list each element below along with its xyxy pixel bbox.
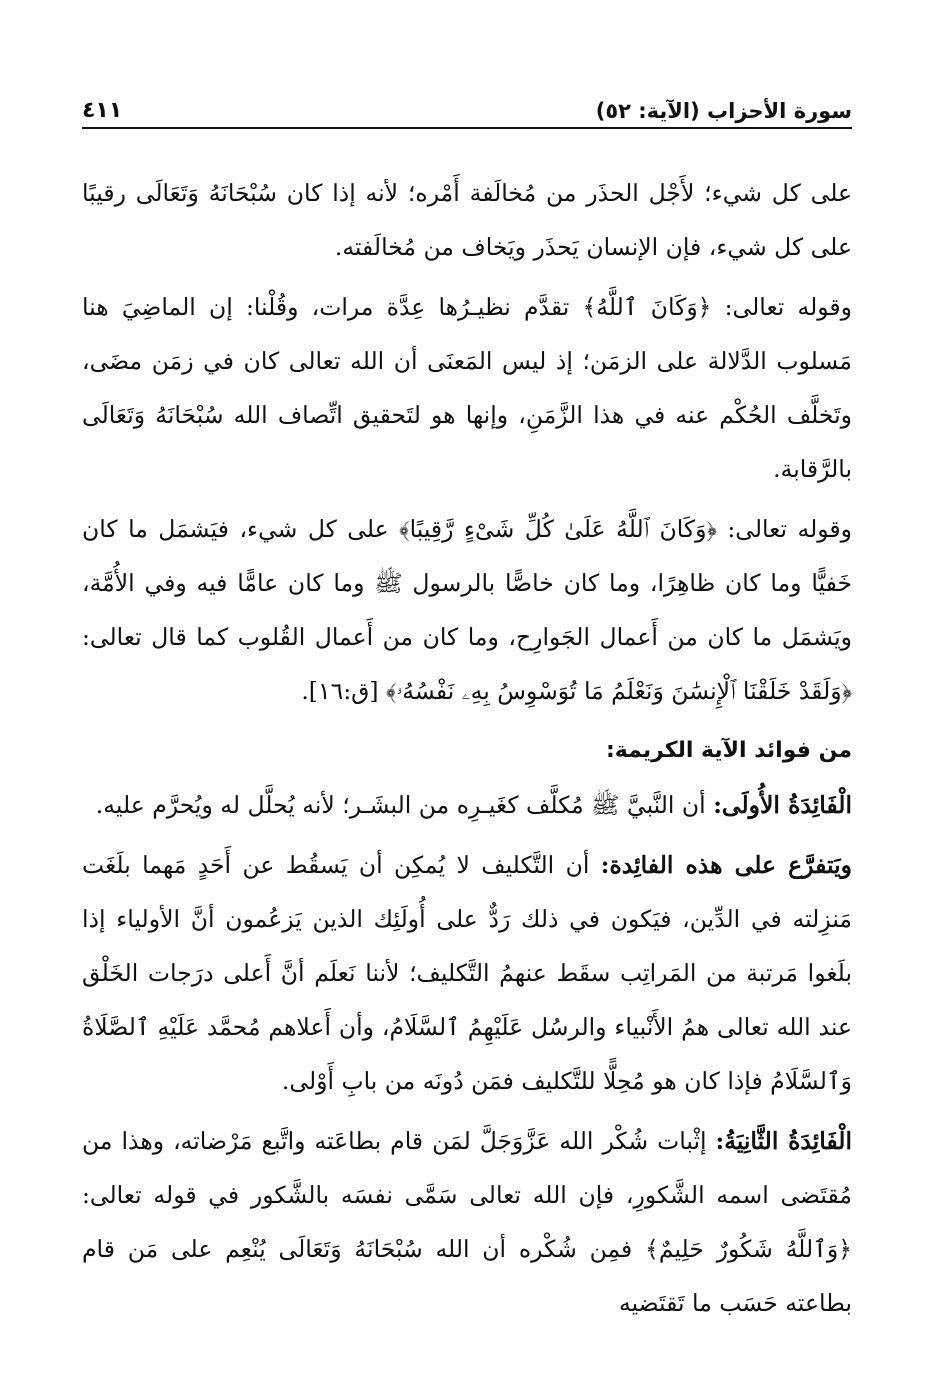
paragraph-benefit-2 — [82, 1114, 852, 1330]
benefit-1-label: الْفَائِدَةُ الأُولَى: — [713, 791, 852, 819]
paragraph-benefit-1 — [82, 778, 852, 832]
page-body — [82, 166, 852, 1336]
running-title: سورة الأحزاب (الآية: ٥٢) — [595, 99, 852, 123]
benefit-2-label: الْفَائِدَةُ الثَّانِيَةُ: — [715, 1127, 852, 1155]
corollary-text: أن التَّكليف لا يُمكِن أن يَسقُط عن أَحَدٍ مَهما بلَغَت مَنزِلته في الدِّين، فيَكون في ذلك رَدٌّ على أُولَئِك الذين يَزعُمون أنَّ الأولياء إذا بلَغوا مَرتبة من المَراتِب سقَط عنهمُ التَّكليف؛ لأننا نَعلَم أنَّ أَعلى درَجات الخَلْق عند الله تعالى همُ الأَنْبياء والرسُل عَلَيْهِمُ ٱلسَّلَامُ، وأن أَعلاهم مُحمَّد عَلَيْهِ ٱلصَّلَاةُ وَٱلسَّلَامُ فإذا كان هو مُحِلًّا للتَّكليف فمَن دُونَه من بابِ أَوْلى. — [82, 851, 852, 1095]
paragraph-corollary — [82, 838, 852, 1108]
section-heading: من فوائد الآية الكريمة: — [605, 738, 852, 763]
benefit-2-text: إثْبات شُكْر الله عَزَّوَجَلَّ لمَن قام بطاعَته واتَّبع مَرْضاته، وهذا من مُقتَضى اسمه الشَّكورِ، فإن الله تعالى سَمَّى نفسَه بالشَّكور في قوله تعالى: ﴿وَٱللَّهُ شَكُورٌ حَلِيمٌ﴾ فمِن شُكْره أن الله سُبْحَانَهُ وَتَعَالَى يُنْعِم على مَن قام بطاعته حَسَب ما تَقتَضيه — [82, 1127, 852, 1317]
header-rule — [82, 127, 852, 129]
paragraph-1: على كل شيء؛ لأَجْل الحذَر من مُخالَفة أَمْره؛ لأنه إذا كان سُبْحَانَهُ وَتَعَالَى رقيبًا على كل شيء، فإن الإنسان يَحذَر ويَخاف من مُخالَفته. — [82, 179, 852, 261]
page-header — [82, 92, 852, 126]
paragraph-2: وقوله تعالى: ﴿وَكَانَ ٱللَّهُ﴾ تقدَّم نظيـرُها عِدَّة مرات، وقُلْنا: إن الماضِيَ هنا مَسلوب الدَّلالة على الزمَن؛ إذ ليس المَعنَى أن الله تعالى كان في زمَن مضَى، وتَخلَّف الحُكْم عنه في هذا الزَّمَنِ، وإنها هو لتَحقيق اتِّصاف الله سُبْحَانَهُ وَتَعَالَى بالرَّقابة. — [82, 293, 852, 483]
paragraph-3: وقوله تعالى: ﴿وَكَانَ ٱللَّهُ عَلَىٰ كُلِّ شَىْءٍ رَّقِيبًا﴾ على كل شيء، فيَشمَل ما كان خَفيًّا وما كان ظاهِرًا، وما كان خاصًّا بالرسول ﷺ وما كان عامًّا فيه وفي الأُمَّة، ويَشمَل ما كان من أَعمال الجَوارِح، وما كان من أَعمال القُلوب كما قال تعالى: ﴿وَلَقَدْ خَلَقْنَا ٱلْإِنسَٰنَ وَنَعْلَمُ مَا تُوَسْوِسُ بِهِۦ نَفْسُهُۥ﴾ [ق:١٦]. — [82, 515, 852, 705]
corollary-label: ويَتفرَّع على هذه الفائِدة: — [600, 851, 852, 879]
benefit-1-text: أن النَّبيَّ ﷺ مُكلَّف كغَيـرِه من البشَـر؛ لأنه يُحلَّل له ويُحرَّم عليه. — [95, 791, 714, 819]
page-number: ٤١١ — [82, 98, 123, 123]
